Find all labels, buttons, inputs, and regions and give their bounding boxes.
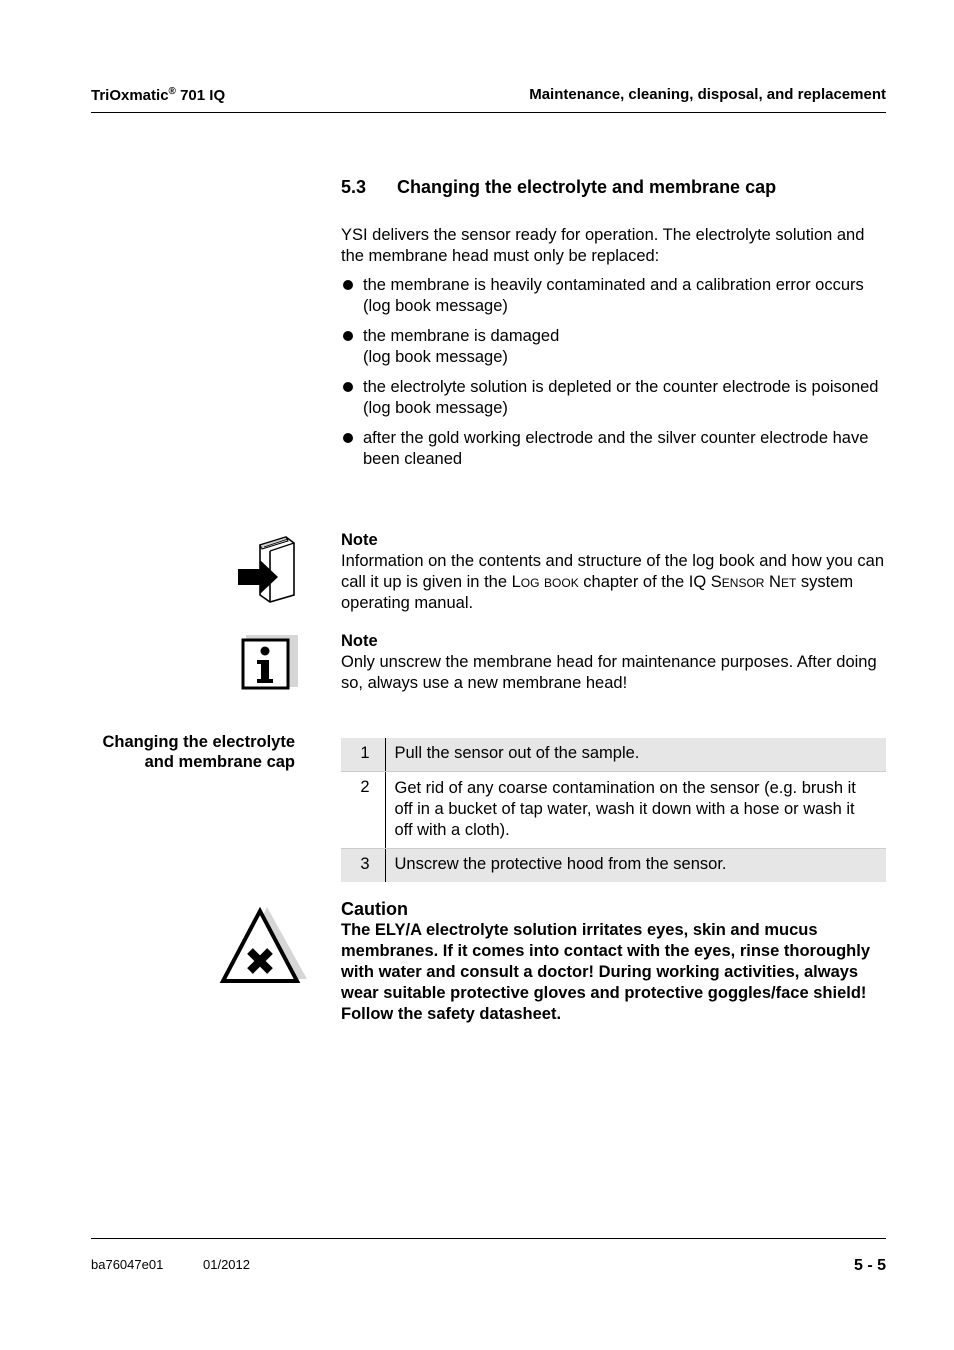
list-item-text: after the gold working electrode and the silver counter electrode have been cleaned <box>363 429 869 468</box>
note-text-part: Information on the contents and structure of the log book and how you can call it up is given in the <box>341 552 885 591</box>
list-item <box>341 428 886 470</box>
note-title: Note <box>341 632 378 650</box>
list-item-subtext: (log book message) <box>363 297 508 315</box>
caution-title: Caution <box>341 899 408 919</box>
note-title: Note <box>341 531 378 549</box>
page-header <box>91 84 886 113</box>
log-book-chapter-name: Log book <box>511 573 579 591</box>
note-text-part: system operating manual. <box>341 573 854 612</box>
header-product <box>91 86 225 104</box>
intro-paragraph: YSI delivers the sensor ready for operation. The electrolyte solution and the membrane head must only be replaced: <box>341 226 865 265</box>
list-item <box>341 377 886 419</box>
table-row <box>341 738 886 772</box>
step-number: 2 <box>341 772 385 849</box>
footer-date: 01/2012 <box>203 1257 250 1272</box>
note-text: Only unscrew the membrane head for maintenance purposes. After doing so, always use a new membrane head! <box>341 653 877 692</box>
book-arrow-icon <box>236 535 298 603</box>
note-log-book <box>341 530 886 614</box>
bullet-dot <box>343 280 353 290</box>
table-row <box>341 772 886 849</box>
list-item-text: the electrolyte solution is depleted or the counter electrode is poisoned <box>363 378 879 396</box>
page-number: 5 - 5 <box>853 1257 886 1274</box>
note-text-part: chapter of the IQ <box>578 573 711 591</box>
list-item-subtext: (log book message) <box>363 348 508 366</box>
step-number: 3 <box>341 849 385 883</box>
header-model: 701 IQ <box>175 87 226 104</box>
list-item-text: the membrane is damaged <box>363 327 560 345</box>
section-title <box>341 177 776 198</box>
list-item <box>341 275 886 317</box>
bullet-dot <box>343 433 353 443</box>
condition-list <box>341 275 886 479</box>
hazard-irritant-icon <box>219 905 309 987</box>
registered-mark: ® <box>168 86 176 97</box>
page-footer <box>91 1238 886 1279</box>
caution-text: The ELY/A electrolyte solution irritates eyes, skin and mucus membranes. If it comes into contact with the eyes, rinse thoroughly with water and consult a doctor! During working activities, always wear suitable protective gloves and protective goggles/face shield! Follow the safety datasheet. <box>341 921 871 1023</box>
step-number: 1 <box>341 738 385 772</box>
step-text: Pull the sensor out of the sample. <box>385 738 886 772</box>
note-text <box>341 551 886 614</box>
section-number: 5.3 <box>341 177 367 197</box>
bullet-dot <box>343 331 353 341</box>
footer-doc-id: ba76047e01 <box>91 1257 164 1272</box>
section-title-text: Changing the electrolyte and membrane cap <box>397 177 777 197</box>
procedure-heading <box>91 732 295 772</box>
header-product-name: TriOxmatic <box>91 87 169 104</box>
bullet-dot <box>343 382 353 392</box>
header-chapter: Maintenance, cleaning, disposal, and replacement <box>529 86 886 103</box>
info-icon <box>240 635 298 693</box>
step-text: Unscrew the protective hood from the sensor. <box>385 849 886 883</box>
list-item-text: the membrane is heavily contaminated and a calibration error occurs <box>363 276 864 294</box>
table-row <box>341 849 886 883</box>
note-membrane-head <box>341 631 886 694</box>
procedure-heading-line: Changing the electrolyte <box>102 733 295 751</box>
list-item <box>341 326 886 368</box>
caution-box <box>341 898 886 1025</box>
procedure-heading-line: and membrane cap <box>144 753 295 771</box>
step-text: Get rid of any coarse contamination on the sensor (e.g. brush it off in a bucket of tap water, wash it down with a hose or wash it off with a cloth). <box>385 772 886 849</box>
sensor-net-name: Sensor Net <box>710 573 797 591</box>
procedure-steps-table <box>341 738 886 882</box>
list-item-subtext: (log book message) <box>363 399 508 417</box>
